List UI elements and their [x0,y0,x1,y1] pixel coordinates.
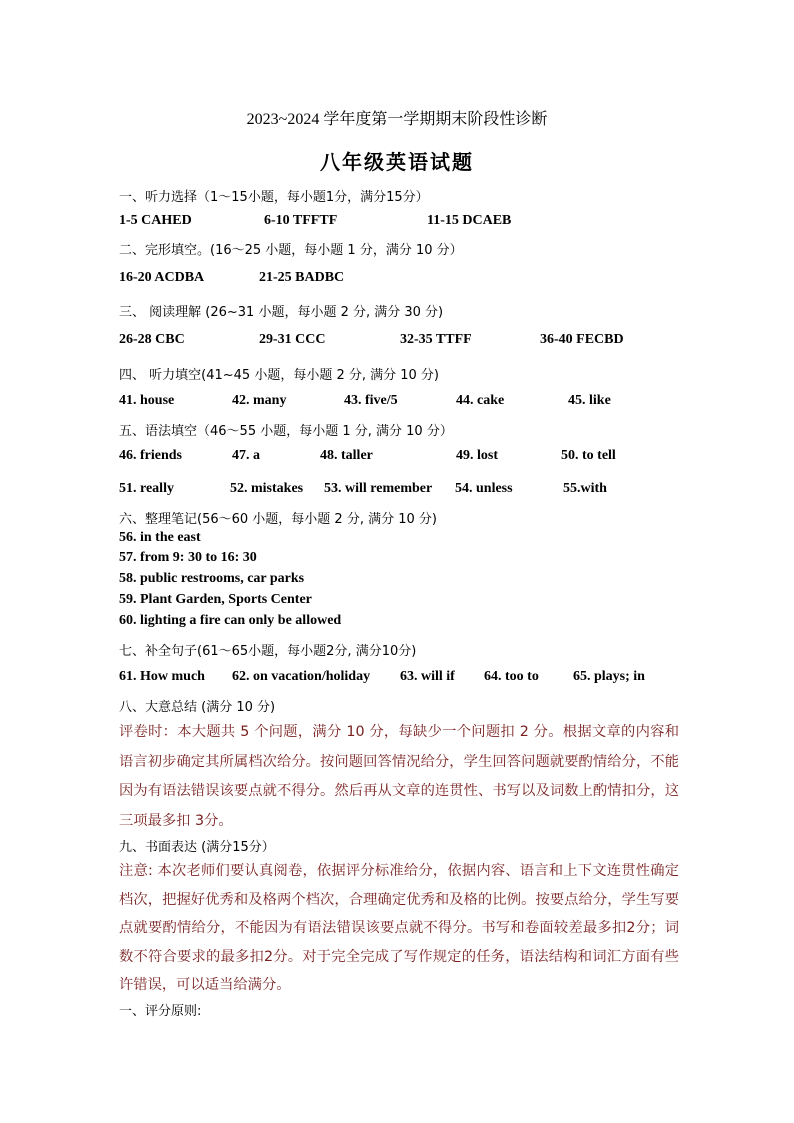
section-8-grading-note: 评卷时：本大题共 5 个问题，满分 10 分，每缺少一个问题扣 2 分。根据文章的内容和语言初步确定其所属档次给分。按问题回答情况给分，学生回答问题就要酌情给分，不能因为有语法错误该要点就不得分。然后再从文章的连贯性、书写以及词数上酌情扣分，这三项最多扣 3分。 [119,724,679,829]
answer-item: 41. house [119,393,175,408]
answer-item: 32-35 TTFF [400,332,472,347]
section-9-grading-note: 注意: 本次老师们要认真阅卷，依据评分标准给分，依据内容、语言和上下文连贯性确定档次，把握好优秀和及格两个档次，合理确定优秀和及格的比例。按要点给分，学生写要点就要酌情给分，不能因为有语法错误该要点就不得分。书写和卷面较差最多扣2分；词数不符合要求的最多扣2分。对于完全完成了写作规定的任务，语法结构和词汇方面有些许错误，可以适当给满分。 [119,863,679,993]
answer-item: 29-31 CCC [259,332,326,347]
answer-item: 42. many [232,393,287,408]
answer-item: 59. Plant Garden, Sports Center [119,592,312,607]
answer-item: 62. on vacation/holiday [232,669,371,684]
exam-subtitle: 八年级英语试题 [320,150,474,174]
section-2-heading: 二、完形填空。(16～25 小题，每小题 1 分，满分 10 分） [119,243,463,258]
answer-item: 26-28 CBC [119,332,185,347]
answer-item: 47. a [232,448,260,463]
answer-item: 48. taller [320,448,373,463]
section-3-heading: 三、 阅读理解 (26~31 小题，每小题 2 分, 满分 30 分) [119,305,444,320]
section-6-heading: 六、整理笔记(56～60 小题，每小题 2 分, 满分 10 分) [119,512,437,527]
answer-item: 43. five/5 [344,393,398,408]
answer-item: 65. plays; in [573,669,645,684]
section-1-heading: 一、听力选择（1～15小题，每小题1分，满分15分） [119,190,429,205]
answer-item: 54. unless [455,481,513,496]
answer-item: 50. to tell [561,448,616,463]
answer-item: 21-25 BADBC [259,270,345,285]
answer-item: 63. will if [400,669,455,684]
answer-item: 56. in the east [119,530,201,545]
answer-item: 58. public restrooms, car parks [119,571,305,586]
answer-item: 51. really [119,481,174,496]
answer-item: 57. from 9: 30 to 16: 30 [119,550,257,565]
section-7-heading: 七、补全句子(61～65小题，每小题2分, 满分10分) [119,644,417,659]
answer-item: 60. lighting a fire can only be allowed [119,613,342,628]
section-4-heading: 四、 听力填空(41~45 小题，每小题 2 分, 满分 10 分) [119,368,439,383]
answer-item: 52. mistakes [230,481,304,496]
answer-item: 1-5 CAHED [119,213,192,228]
answer-item: 49. lost [456,448,498,463]
answer-item: 6-10 TFFTF [264,213,338,228]
answer-item: 36-40 FECBD [540,332,624,347]
exam-title: 2023~2024 学年度第一学期期末阶段性诊断 [246,111,548,128]
section-9-heading: 九、书面表达 (满分15分） [119,840,275,855]
section-5-heading: 五、语法填空（46～55 小题，每小题 1 分, 满分 10 分） [119,424,453,439]
section-8-heading: 八、大意总结 (满分 10 分) [119,700,276,715]
answer-item: 61. How much [119,669,205,684]
answer-item: 11-15 DCAEB [427,213,512,228]
answer-item: 16-20 ACDBA [119,270,205,285]
answer-item: 64. too to [484,669,539,684]
answer-item: 55.with [563,481,607,496]
answer-item: 46. friends [119,448,182,463]
answer-item: 44. cake [456,393,505,408]
scoring-principles-heading: 一、评分原则: [119,1004,202,1019]
answer-item: 53. will remember [324,481,433,496]
answer-item: 45. like [568,393,611,408]
